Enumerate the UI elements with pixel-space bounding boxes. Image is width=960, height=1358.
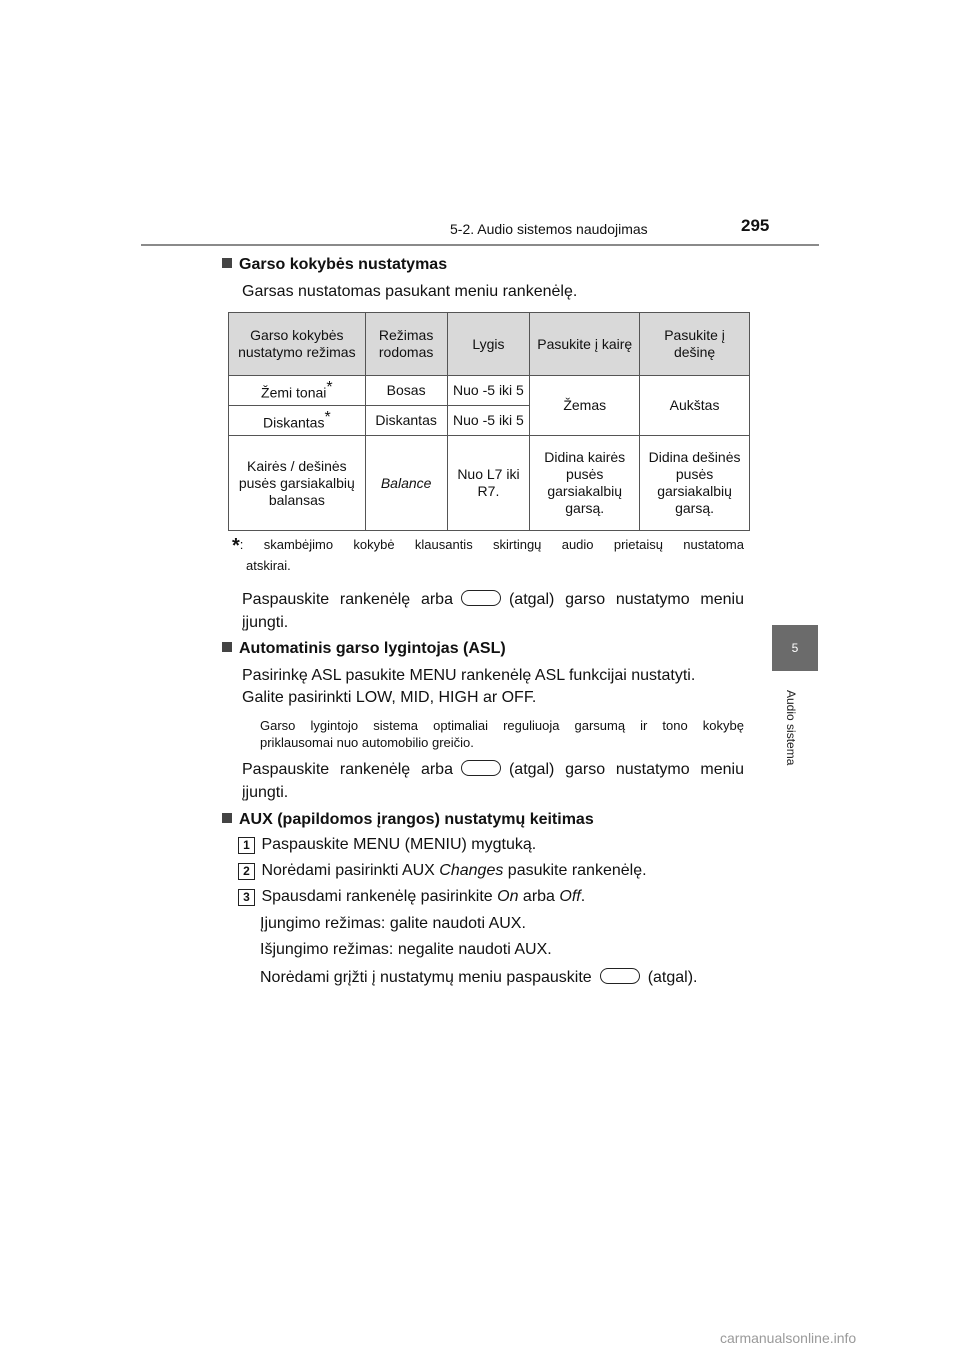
table-cell: Didina kairės pusės garsiakalbių garsą. <box>530 436 640 531</box>
step-3: 3 Spausdami rankenėlę pasirinkite On arba Off. <box>238 888 585 906</box>
step-number: 2 <box>238 863 255 880</box>
step-1: 1 Paspauskite MENU (MENIU) mygtuką. <box>238 836 536 854</box>
table-cell: Kairės / dešinės pusės garsiakalbių balansas <box>229 436 366 531</box>
chapter-tab[interactable]: 5 <box>772 625 818 671</box>
table-header-row <box>229 313 750 376</box>
table-cell: Nuo -5 iki 5 <box>447 406 530 436</box>
back-button-icon <box>461 760 501 776</box>
table-cell: Diskantas <box>365 406 447 436</box>
watermark: carmanualsonline.info <box>720 1330 857 1346</box>
header-divider <box>141 244 819 246</box>
sound-settings-table <box>228 312 750 531</box>
back-button-icon <box>600 968 640 984</box>
square-bullet-icon <box>222 258 232 268</box>
table-row <box>229 376 750 406</box>
asl-instruction-2: Galite pasirinkti LOW, MID, HIGH ar OFF. <box>242 689 537 706</box>
table-row <box>229 436 750 531</box>
step-2: 2 Norėdami pasirinkti AUX Changes pasukite rankenėlę. <box>238 862 647 880</box>
asl-note: Garso lygintojo sistema optimaliai reguliuoja garsumą ir tono kokybę priklausomai nuo automobilio greičio. <box>260 718 744 750</box>
press-instruction-2: Paspauskite rankenėlę arba (atgal) garso nustatymo meniu įjungti. <box>242 761 744 801</box>
section-title-sound-quality: Garso kokybės nustatymas <box>222 256 447 274</box>
section-title-asl: Automatinis garso lygintojas (ASL) <box>222 640 506 658</box>
press-instruction-1: Paspauskite rankenėlę arba (atgal) garso nustatymo meniu įjungti. <box>242 591 744 631</box>
table-footnote: *: skambėjimo kokybė klausantis skirtingų audio prietaisų nustatoma atskirai. <box>232 535 744 573</box>
sound-quality-intro: Garsas nustatomas pasukant meniu rankenėlę. <box>242 283 578 300</box>
table-cell: Balance <box>365 436 447 531</box>
table-cell: Nuo L7 iki R7. <box>447 436 530 531</box>
table-header-cell: Pasukite į kairę <box>530 313 640 376</box>
table-cell: Aukštas <box>640 376 750 436</box>
table-header-cell: Lygis <box>447 313 530 376</box>
square-bullet-icon <box>222 813 232 823</box>
section-title-aux: AUX (papildomos įrangos) nustatymų keitimas <box>222 811 594 829</box>
table-cell: Diskantas* <box>229 406 366 436</box>
aux-back-instruction: Norėdami grįžti į nustatymų meniu paspauskite (atgal). <box>260 969 698 986</box>
table-cell: Žemi tonai* <box>229 376 366 406</box>
section-header: 5-2. Audio sistemos naudojimas <box>450 221 648 237</box>
back-button-icon <box>461 590 501 606</box>
table-cell: Nuo -5 iki 5 <box>447 376 530 406</box>
square-bullet-icon <box>222 642 232 652</box>
table-cell: Didina dešinės pusės garsiakalbių garsą. <box>640 436 750 531</box>
aux-off-mode: Išjungimo režimas: negalite naudoti AUX. <box>260 941 552 958</box>
table-header-cell: Režimas rodomas <box>365 313 447 376</box>
table-header-cell: Garso kokybės nustatymo režimas <box>229 313 366 376</box>
table-cell: Bosas <box>365 376 447 406</box>
page-number: 295 <box>741 216 770 235</box>
step-number: 1 <box>238 837 255 854</box>
step-number: 3 <box>238 889 255 906</box>
asl-instruction-1: Pasirinkę ASL pasukite MENU rankenėlę ASL funkcijai nustatyti. <box>242 667 696 684</box>
aux-on-mode: Įjungimo režimas: galite naudoti AUX. <box>260 915 526 932</box>
table-cell: Žemas <box>530 376 640 436</box>
chapter-tab-label: Audio sistema <box>784 690 798 766</box>
table-header-cell: Pasukite į dešinę <box>640 313 750 376</box>
